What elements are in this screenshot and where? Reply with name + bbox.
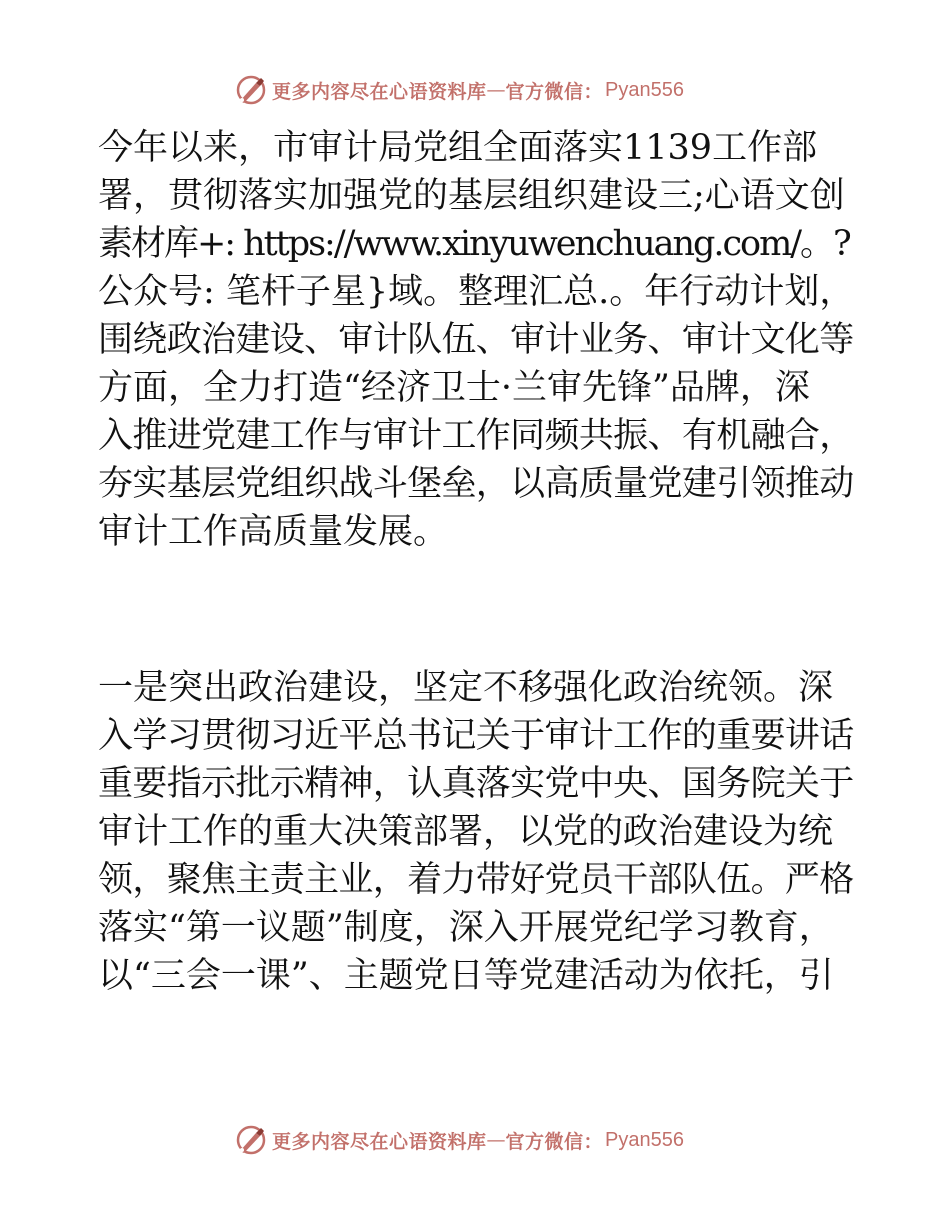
text-line: 公众号: 笔杆子星}域。整理汇总.。年行动计划， bbox=[98, 272, 855, 312]
text-line: 审计工作的重大决策部署，以党的政治建设为统 bbox=[98, 812, 834, 852]
pen-logo-icon bbox=[234, 73, 268, 107]
body-paragraph-1 bbox=[98, 124, 858, 556]
text-line: 以“三会一课”、主题党日等党建活动为依托，引 bbox=[98, 956, 834, 996]
watermark-wechat-handle: Pyan556 bbox=[605, 78, 684, 101]
text-line: 审计工作高质量发展。 bbox=[98, 512, 449, 552]
text-line: 夯实基层党组织战斗堡垒，以高质量党建引领推动 bbox=[98, 464, 854, 504]
text-line: 署，贯彻落实加强党的基层组织建设三;心语文创 bbox=[98, 176, 845, 216]
text-line: 围绕政治建设、审计队伍、审计业务、审计文化等 bbox=[98, 320, 854, 360]
text-line: 落实“第一议题”制度，深入开展党纪学习教育， bbox=[98, 908, 834, 948]
watermark-separator: — bbox=[486, 1129, 506, 1151]
text-line: 领，聚焦主责主业，着力带好党员干部队伍。严格 bbox=[98, 860, 854, 900]
text-line: 入学习贯彻习近平总书记关于审计工作的重要讲话 bbox=[98, 716, 854, 756]
footer-watermark bbox=[234, 1122, 684, 1158]
watermark-wechat-label: 官方微信： bbox=[505, 1130, 604, 1153]
watermark-text: 更多内容尽在心语资料库 bbox=[272, 80, 487, 103]
watermark-text: 更多内容尽在心语资料库 bbox=[272, 1130, 487, 1153]
pen-logo-icon bbox=[234, 1123, 268, 1157]
text-line: 入推进党建工作与审计工作同频共振、有机融合， bbox=[98, 416, 854, 456]
text-line: 素材库+: https://www.xinyuwenchuang.com/。? bbox=[98, 224, 850, 264]
text-line: 重要指示批示精神，认真落实党中央、国务院关于 bbox=[98, 764, 854, 804]
text-line: 方面，全力打造“经济卫士·兰审先锋”品牌，深 bbox=[98, 368, 810, 408]
watermark-wechat-handle: Pyan556 bbox=[605, 1128, 684, 1151]
watermark-separator: — bbox=[486, 79, 506, 101]
body-paragraph-2 bbox=[98, 664, 858, 1000]
header-watermark bbox=[234, 72, 684, 108]
watermark-wechat-label: 官方微信： bbox=[505, 80, 604, 103]
text-line: 一是突出政治建设，坚定不移强化政治统领。深 bbox=[98, 668, 834, 708]
text-line: 今年以来，市审计局党组全面落实1139工作部 bbox=[98, 128, 818, 168]
